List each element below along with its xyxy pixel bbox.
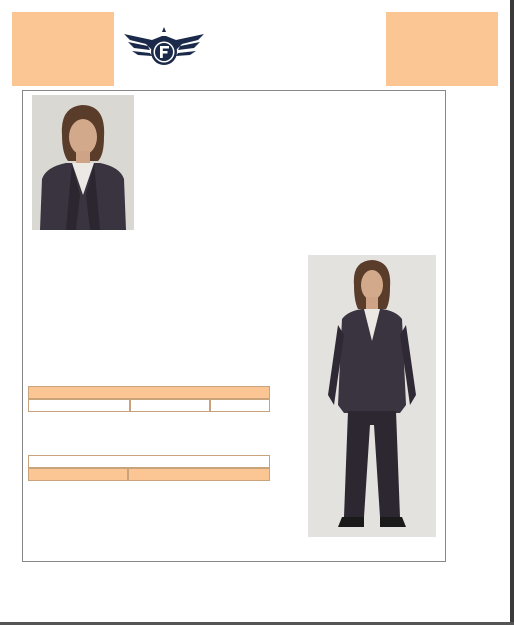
eagle-logo-icon xyxy=(122,24,206,70)
languages-corner xyxy=(28,399,130,412)
work-title xyxy=(28,455,270,468)
work-col-country xyxy=(128,468,270,481)
languages-title xyxy=(28,386,270,399)
work-col-period xyxy=(28,468,128,481)
languages-col-arabic xyxy=(210,399,270,412)
languages-col-english xyxy=(130,399,210,412)
right-border xyxy=(510,0,514,625)
applicant-full-photo xyxy=(308,255,436,537)
applicant-headshot xyxy=(32,95,134,230)
